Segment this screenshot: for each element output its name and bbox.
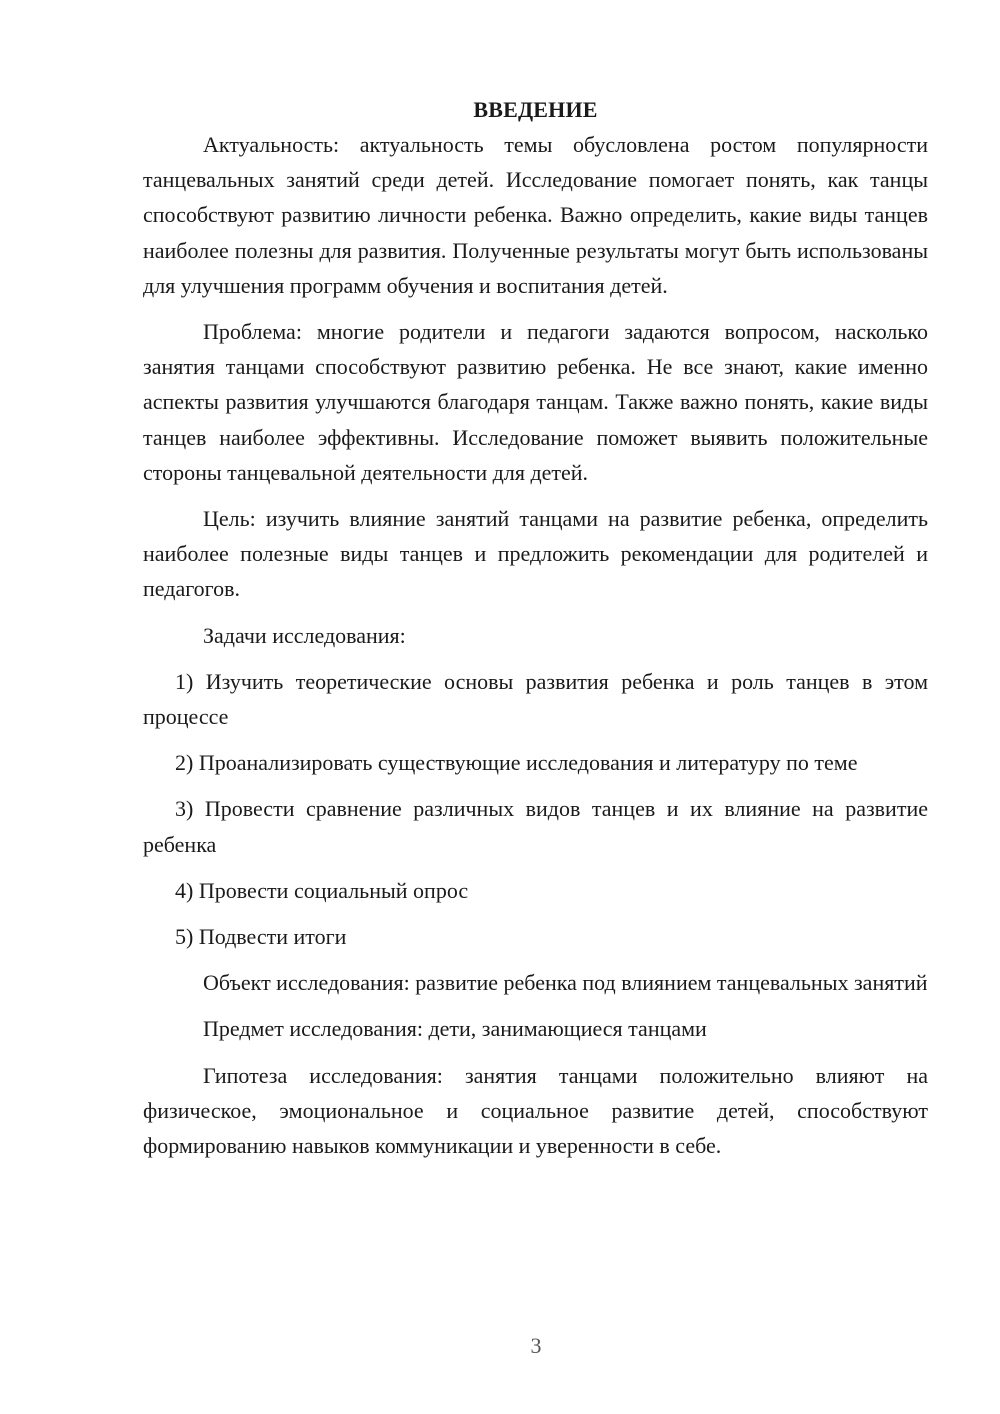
object-paragraph: Объект исследования: развитие ребенка под влиянием танцевальных занятий xyxy=(203,970,928,996)
document-page xyxy=(143,92,928,1163)
task-item-4: 4) Провести социальный опрос xyxy=(175,877,469,903)
page-number: 3 xyxy=(530,1333,542,1358)
task-item-3: 3) Провести сравнение различных видов танцев и их влияние на развитие ребенка xyxy=(143,796,928,857)
task-item-1: 1) Изучить теоретические основы развития ребенка и роль танцев в этом процессе xyxy=(143,668,928,730)
section-title: ВВЕДЕНИЕ xyxy=(473,97,598,122)
relevance-paragraph: Актуальность: актуальность темы обусловлена ростом популярности танцевальных занятий среди детей. Исследование помогает понять, как танцы способствуют развитию личности ребенка. Важно определить, какие виды танцев наиболее полезны для развития. Полученные результаты могут быть использованы для улучшения программ обучения и воспитания детей. xyxy=(143,132,928,298)
goal-paragraph: Цель: изучить влияние занятий танцами на развитие ребенка, определить наиболее полезные виды танцев и предложить рекомендации для родителей и педагогов. xyxy=(143,506,928,602)
task-item-2: 2) Проанализировать существующие исследования и литературу по теме xyxy=(175,750,858,776)
tasks-heading: Задачи исследования: xyxy=(203,622,406,648)
hypothesis-paragraph: Гипотеза исследования: занятия танцами положительно влияют на физическое, эмоциональное и социальное развитие детей, способствуют формированию навыков коммуникации и уверенности в себе. xyxy=(143,1062,928,1159)
subject-paragraph: Предмет исследования: дети, занимающиеся танцами xyxy=(203,1016,707,1042)
problem-paragraph: Проблема: многие родители и педагоги задаются вопросом, насколько занятия танцами способствуют развитию ребенка. Не все знают, какие именно аспекты развития улучшаются благодаря танцам. Также важно понять, какие виды танцев наиболее эффективны. Исследование поможет выявить положительные стороны танцевальной деятельности для детей. xyxy=(143,319,928,485)
task-item-5: 5) Подвести итоги xyxy=(175,924,347,950)
